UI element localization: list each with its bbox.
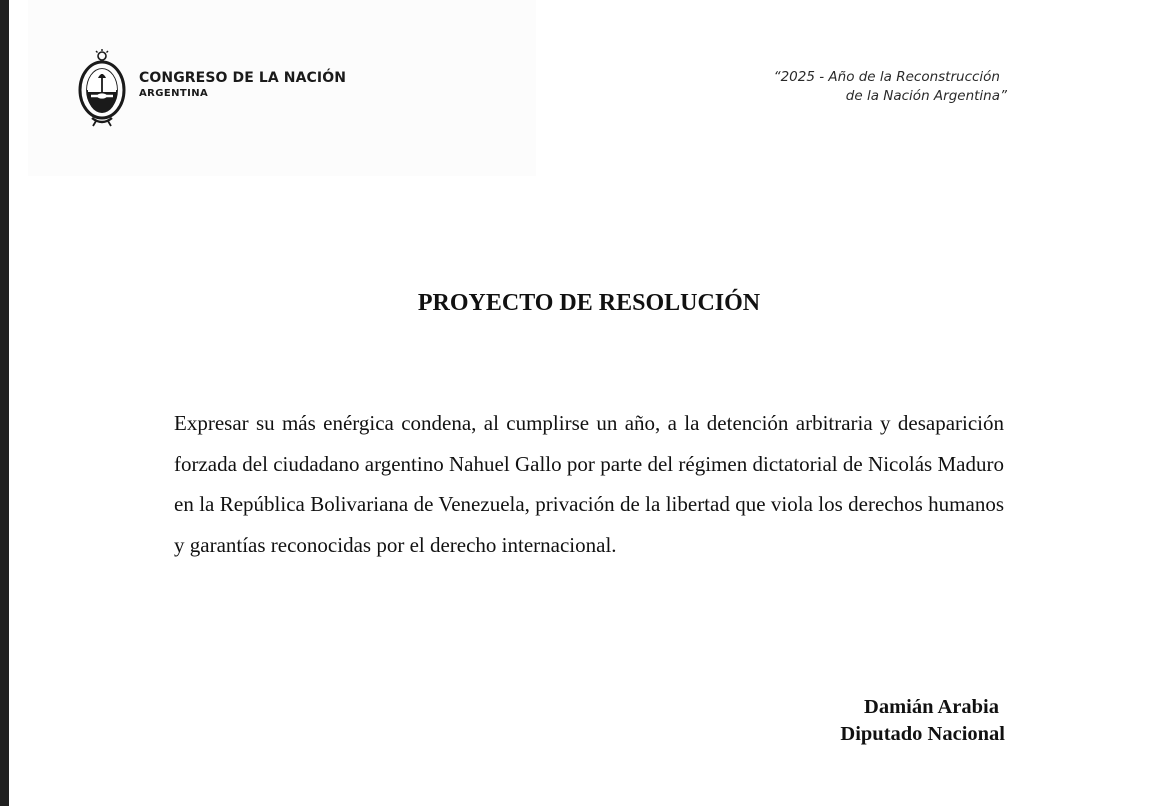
signatory-role: Diputado Nacional xyxy=(840,723,1005,745)
national-seal-icon xyxy=(76,48,128,128)
organization-country: ARGENTINA xyxy=(139,88,209,99)
year-motto xyxy=(774,68,1007,106)
year-motto-line-1: “2025 - Año de la Reconstrucción xyxy=(773,69,1000,85)
signature-block xyxy=(840,694,1005,748)
window-left-edge xyxy=(0,0,9,806)
year-motto-line-2: de la Nación Argentina” xyxy=(845,88,1007,104)
resolution-body: Expresar su más enérgica condena, al cumplirse un año, a la detención arbitraria y desaparición forzada del ciudadano argentino Nahuel Gallo por parte del régimen dictatorial de Nicolás Maduro en la República Bolivariana de Venezuela, privación de la libertad que viola los derechos humanos y garantías reconocidas por el derecho internacional. xyxy=(174,411,1004,557)
document-title: PROYECTO DE RESOLUCIÓN xyxy=(417,290,761,316)
signatory-name: Damián Arabia xyxy=(864,696,999,718)
organization-name: CONGRESO DE LA NACIÓN xyxy=(139,70,347,86)
organization-block xyxy=(139,70,346,101)
